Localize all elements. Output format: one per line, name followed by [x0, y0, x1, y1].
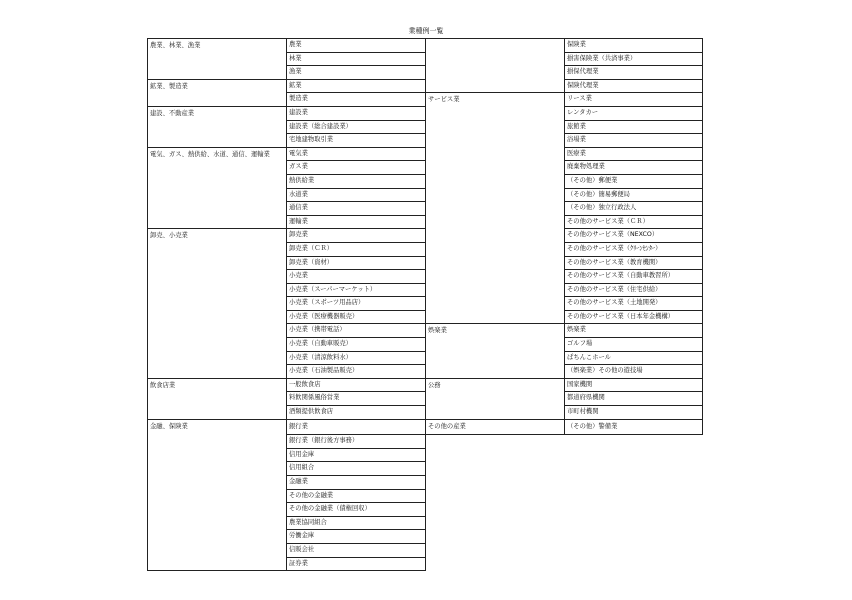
right-category-cell: その他の産業	[426, 419, 565, 435]
empty-cell	[565, 448, 703, 462]
left-item-cell: 信用金庫	[287, 448, 426, 462]
left-item-cell: 小売業（石油製品販売）	[287, 365, 426, 379]
left-item-cell: 一般飲食店	[287, 378, 426, 392]
right-item-cell: （その他）郵便業	[565, 174, 703, 188]
right-item-cell: その他のサービス業（自動車教習所）	[565, 270, 703, 284]
left-item-cell: 小売業（スーパーマーケット）	[287, 283, 426, 297]
left-item-cell: 小売業（清涼飲料水）	[287, 351, 426, 365]
left-item-cell: 酒類提供飲食店	[287, 406, 426, 420]
empty-cell	[426, 476, 565, 490]
right-item-cell: 娯楽業	[565, 324, 703, 338]
left-item-cell: 銀行業	[287, 419, 426, 435]
left-item-cell: 宅地建物取引業	[287, 134, 426, 148]
right-item-cell: （その他）簡易郵便局	[565, 188, 703, 202]
left-item-cell: 卸売業（資材）	[287, 256, 426, 270]
table-row	[148, 229, 703, 243]
empty-cell	[565, 503, 703, 517]
right-item-cell: ゴルフ場	[565, 338, 703, 352]
left-item-cell: 運輸業	[287, 215, 426, 229]
right-item-cell: 損害保険業（共済事業）	[565, 52, 703, 66]
left-item-cell: その他の金融業（債権回収）	[287, 503, 426, 517]
left-item-cell: 漁業	[287, 66, 426, 80]
left-item-cell: 通信業	[287, 202, 426, 216]
left-item-cell: その他の金融業	[287, 489, 426, 503]
left-item-cell: 製造業	[287, 93, 426, 107]
left-category-cell: 農業、林業、漁業	[148, 39, 287, 80]
right-item-cell: 保険代理業	[565, 79, 703, 93]
right-item-cell: 浴場業	[565, 134, 703, 148]
table-row	[148, 378, 703, 392]
table-row	[148, 419, 703, 435]
right-item-cell: 廃棄物処理業	[565, 161, 703, 175]
left-item-cell: 料飲関係風俗営業	[287, 392, 426, 406]
right-category-cell: 公務	[426, 378, 565, 419]
empty-cell	[426, 503, 565, 517]
empty-cell	[426, 543, 565, 557]
right-item-cell: その他のサービス業（ｸﾘｰﾝｾﾝﾀｰ）	[565, 242, 703, 256]
left-item-cell: 建設業（総合建設業）	[287, 120, 426, 134]
left-category-cell: 鉱業、製造業	[148, 79, 287, 106]
right-category-cell	[426, 39, 565, 93]
right-item-cell: 旅館業	[565, 120, 703, 134]
left-item-cell: 小売業（自動車販売）	[287, 338, 426, 352]
left-category-cell: 建設、不動産業	[148, 106, 287, 147]
right-item-cell: その他のサービス業（NEXCO）	[565, 229, 703, 243]
left-item-cell: 農業協同組合	[287, 516, 426, 530]
right-item-cell: 損保代理業	[565, 66, 703, 80]
left-item-cell: 建設業	[287, 106, 426, 120]
right-category-cell: サービス業	[426, 93, 565, 324]
right-item-cell: その他のサービス業（住宅供給）	[565, 283, 703, 297]
left-item-cell: 信販会社	[287, 543, 426, 557]
left-item-cell: 小売業（医療機器販売）	[287, 310, 426, 324]
left-item-cell: 小売業（スポーツ用品店）	[287, 297, 426, 311]
left-category-cell: 卸売、小売業	[148, 229, 287, 379]
left-category-cell: 金融、保険業	[148, 419, 287, 571]
left-category-cell: 電気、ガス、熱供給、水道、通信、運輸業	[148, 147, 287, 229]
empty-cell	[426, 557, 565, 571]
right-item-cell: （娯楽業）その他の遊技場	[565, 365, 703, 379]
left-item-cell: ガス業	[287, 161, 426, 175]
empty-cell	[565, 557, 703, 571]
empty-cell	[426, 435, 565, 449]
empty-cell	[565, 543, 703, 557]
left-item-cell: 小売業	[287, 270, 426, 284]
empty-cell	[426, 530, 565, 544]
left-item-cell: 鉱業	[287, 79, 426, 93]
empty-cell	[426, 489, 565, 503]
right-item-cell: 医療業	[565, 147, 703, 161]
empty-cell	[565, 435, 703, 449]
left-item-cell: 金融業	[287, 476, 426, 490]
right-item-cell: リース業	[565, 93, 703, 107]
right-item-cell: その他のサービス業（教育機関）	[565, 256, 703, 270]
right-item-cell: （その他）独立行政法人	[565, 202, 703, 216]
right-item-cell: その他のサービス業（土地開発）	[565, 297, 703, 311]
left-item-cell: 水道業	[287, 188, 426, 202]
empty-cell	[426, 462, 565, 476]
left-item-cell: 証券業	[287, 557, 426, 571]
empty-cell	[426, 516, 565, 530]
right-item-cell: 市町村機関	[565, 406, 703, 420]
left-item-cell: 林業	[287, 52, 426, 66]
left-item-cell: 信用組合	[287, 462, 426, 476]
table-row	[148, 79, 703, 93]
right-item-cell: 都道府県機関	[565, 392, 703, 406]
empty-cell	[565, 530, 703, 544]
left-item-cell: 卸売業	[287, 229, 426, 243]
table-row	[148, 106, 703, 120]
left-item-cell: 熱供給業	[287, 174, 426, 188]
right-item-cell: その他のサービス業（日本年金機構）	[565, 310, 703, 324]
right-item-cell: ぱちんこホール	[565, 351, 703, 365]
right-item-cell: 国家機関	[565, 378, 703, 392]
table-row	[148, 39, 703, 53]
page-title: 業種例一覧	[408, 27, 444, 35]
table-row	[148, 147, 703, 161]
left-category-cell: 飲食店業	[148, 378, 287, 419]
empty-cell	[565, 489, 703, 503]
empty-cell	[565, 516, 703, 530]
right-category-cell: 娯楽業	[426, 324, 565, 378]
left-item-cell: 小売業（携帯電話）	[287, 324, 426, 338]
empty-cell	[565, 462, 703, 476]
right-item-cell: 保険業	[565, 39, 703, 53]
empty-cell	[426, 448, 565, 462]
right-item-cell: （その他）警備業	[565, 419, 703, 435]
right-item-cell: レンタカー	[565, 106, 703, 120]
left-item-cell: 卸売業（ＣＲ）	[287, 242, 426, 256]
industry-table	[147, 38, 703, 571]
left-item-cell: 電気業	[287, 147, 426, 161]
right-item-cell: その他のサービス業（ＣＲ）	[565, 215, 703, 229]
left-item-cell: 農業	[287, 39, 426, 53]
left-item-cell: 銀行業（銀行後方事務）	[287, 435, 426, 449]
empty-cell	[565, 476, 703, 490]
left-item-cell: 労働金庫	[287, 530, 426, 544]
